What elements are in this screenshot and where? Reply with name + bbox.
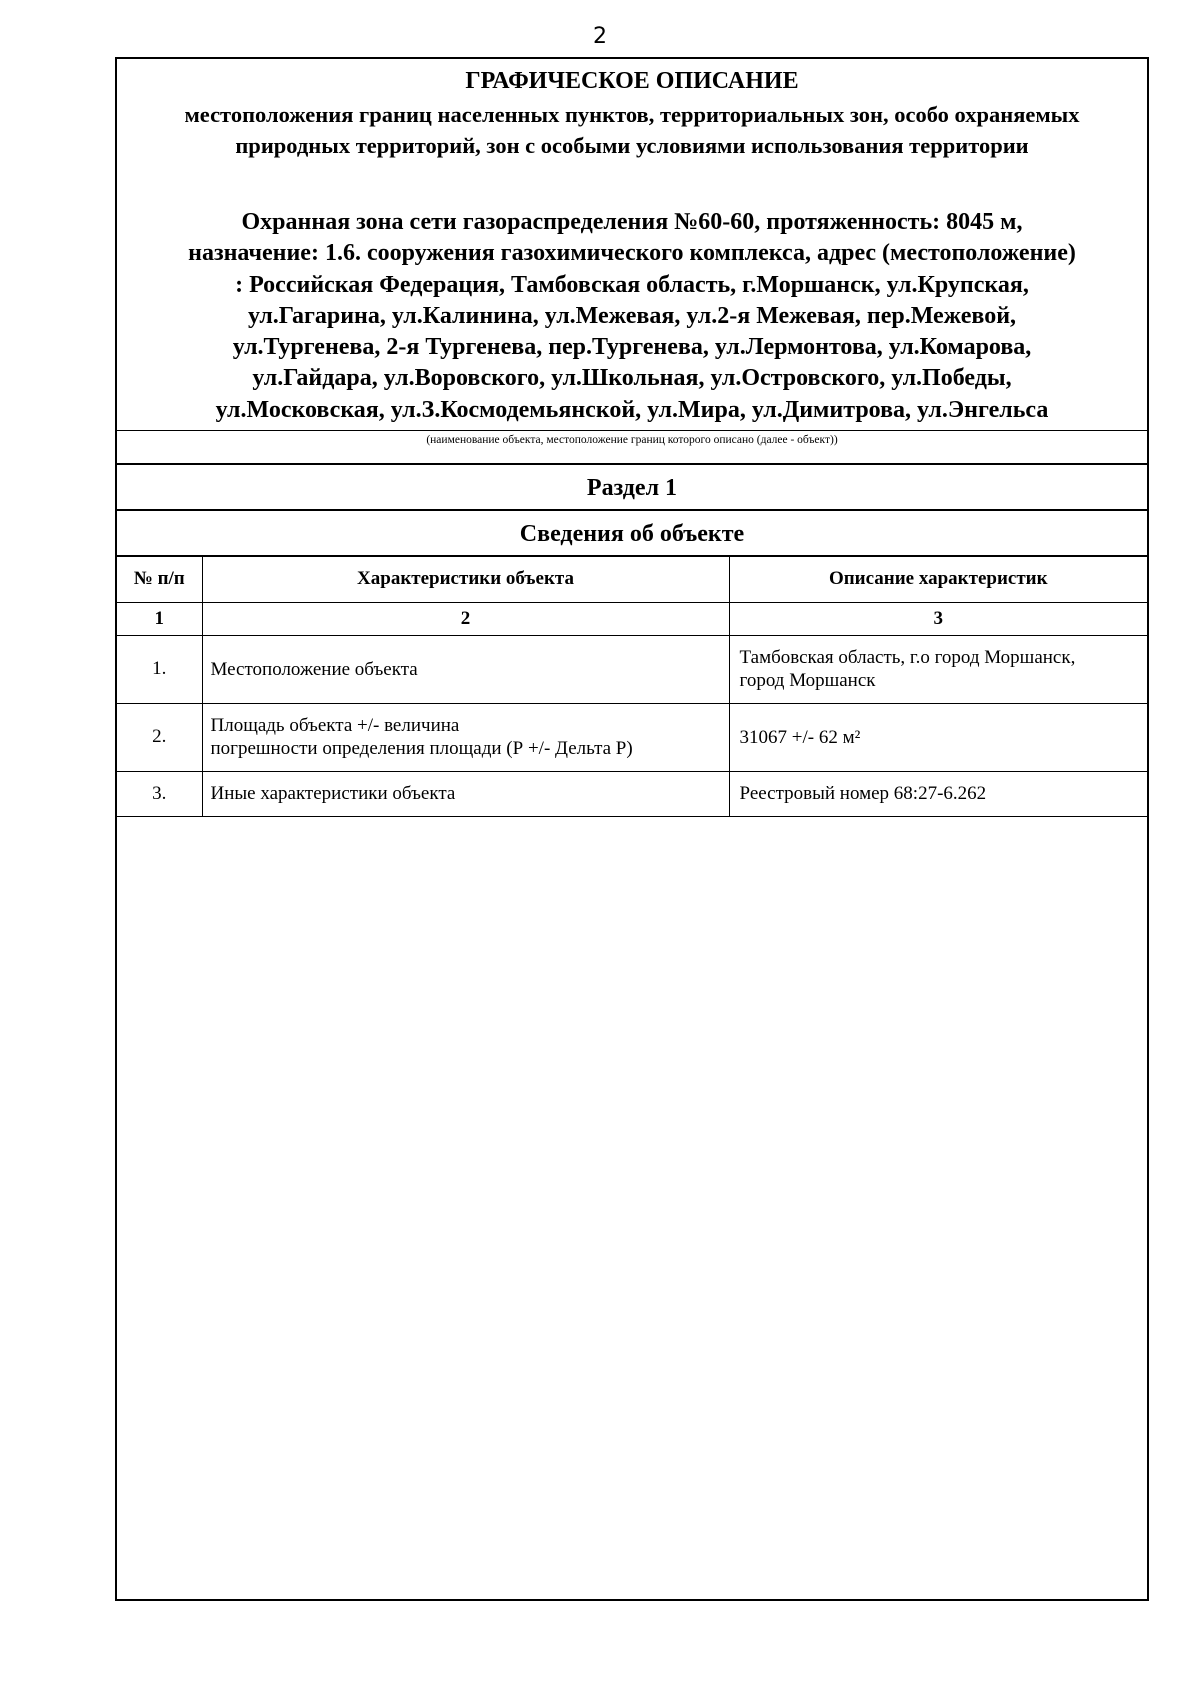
- section-title: Сведения об объекте: [117, 511, 1147, 557]
- object-name-line: назначение: 1.6. сооружения газохимического комплекса, адрес (местоположение): [188, 240, 1076, 267]
- characteristic-cell: Иные характеристики объекта: [202, 771, 729, 816]
- column-number: 3: [729, 602, 1147, 635]
- column-header: № п/п: [117, 557, 202, 602]
- column-header: Характеристики объекта: [202, 557, 729, 602]
- object-name-line: : Российская Федерация, Тамбовская область, г.Моршанск, ул.Крупская,: [235, 271, 1029, 298]
- table-row: [117, 771, 1147, 816]
- object-info-table: [117, 557, 1147, 817]
- table-row: [117, 635, 1147, 703]
- row-number: 2.: [117, 703, 202, 771]
- table-row: [117, 703, 1147, 771]
- object-name: [117, 207, 1147, 426]
- page-number: 2: [593, 24, 607, 49]
- object-name-line: ул.Тургенева, 2-я Тургенева, пер.Тургенева, ул.Лермонтова, ул.Комарова,: [232, 334, 1032, 361]
- object-name-line: ул.Московская, ул.З.Космодемьянской, ул.Мира, ул.Димитрова, ул.Энгельса: [215, 396, 1049, 423]
- document-frame: [115, 57, 1149, 1601]
- description-cell: 31067 +/- 62 м²: [729, 703, 1147, 771]
- object-name-line: ул.Гайдара, ул.Воровского, ул.Школьная, ул.Островского, ул.Победы,: [252, 365, 1012, 392]
- characteristic-cell: Местоположение объекта: [202, 635, 729, 703]
- object-name-line: Охранная зона сети газораспределения №60-60, протяженность: 8045 м,: [241, 209, 1023, 235]
- column-number: 1: [117, 602, 202, 635]
- object-name-line: ул.Гагарина, ул.Калинина, ул.Межевая, ул.2-я Межевая, пер.Межевой,: [247, 302, 1017, 329]
- row-number: 3.: [117, 771, 202, 816]
- column-header: Описание характеристик: [729, 557, 1147, 602]
- column-number: 2: [202, 602, 729, 635]
- section-number: Раздел 1: [117, 465, 1147, 511]
- description-cell: Реестровый номер 68:27-6.262: [729, 771, 1147, 816]
- document-title: ГРАФИЧЕСКОЕ ОПИСАНИЕ: [465, 68, 799, 94]
- table-header-row: [117, 557, 1147, 602]
- column-number-row: [117, 602, 1147, 635]
- row-number: 1.: [117, 635, 202, 703]
- document-subtitle: местоположения границ населенных пунктов, территориальных зон, особо охраняемых природных территорий, зон с особыми условиями использования территории: [184, 102, 1080, 158]
- description-cell: Тамбовская область, г.о город Моршанск, город Моршанск: [729, 635, 1147, 703]
- characteristic-cell: Площадь объекта +/- величина погрешности определения площади (Р +/- Дельта Р): [202, 703, 729, 771]
- object-caption: (наименование объекта, местоположение границ которого описано (далее - объект)): [117, 430, 1147, 465]
